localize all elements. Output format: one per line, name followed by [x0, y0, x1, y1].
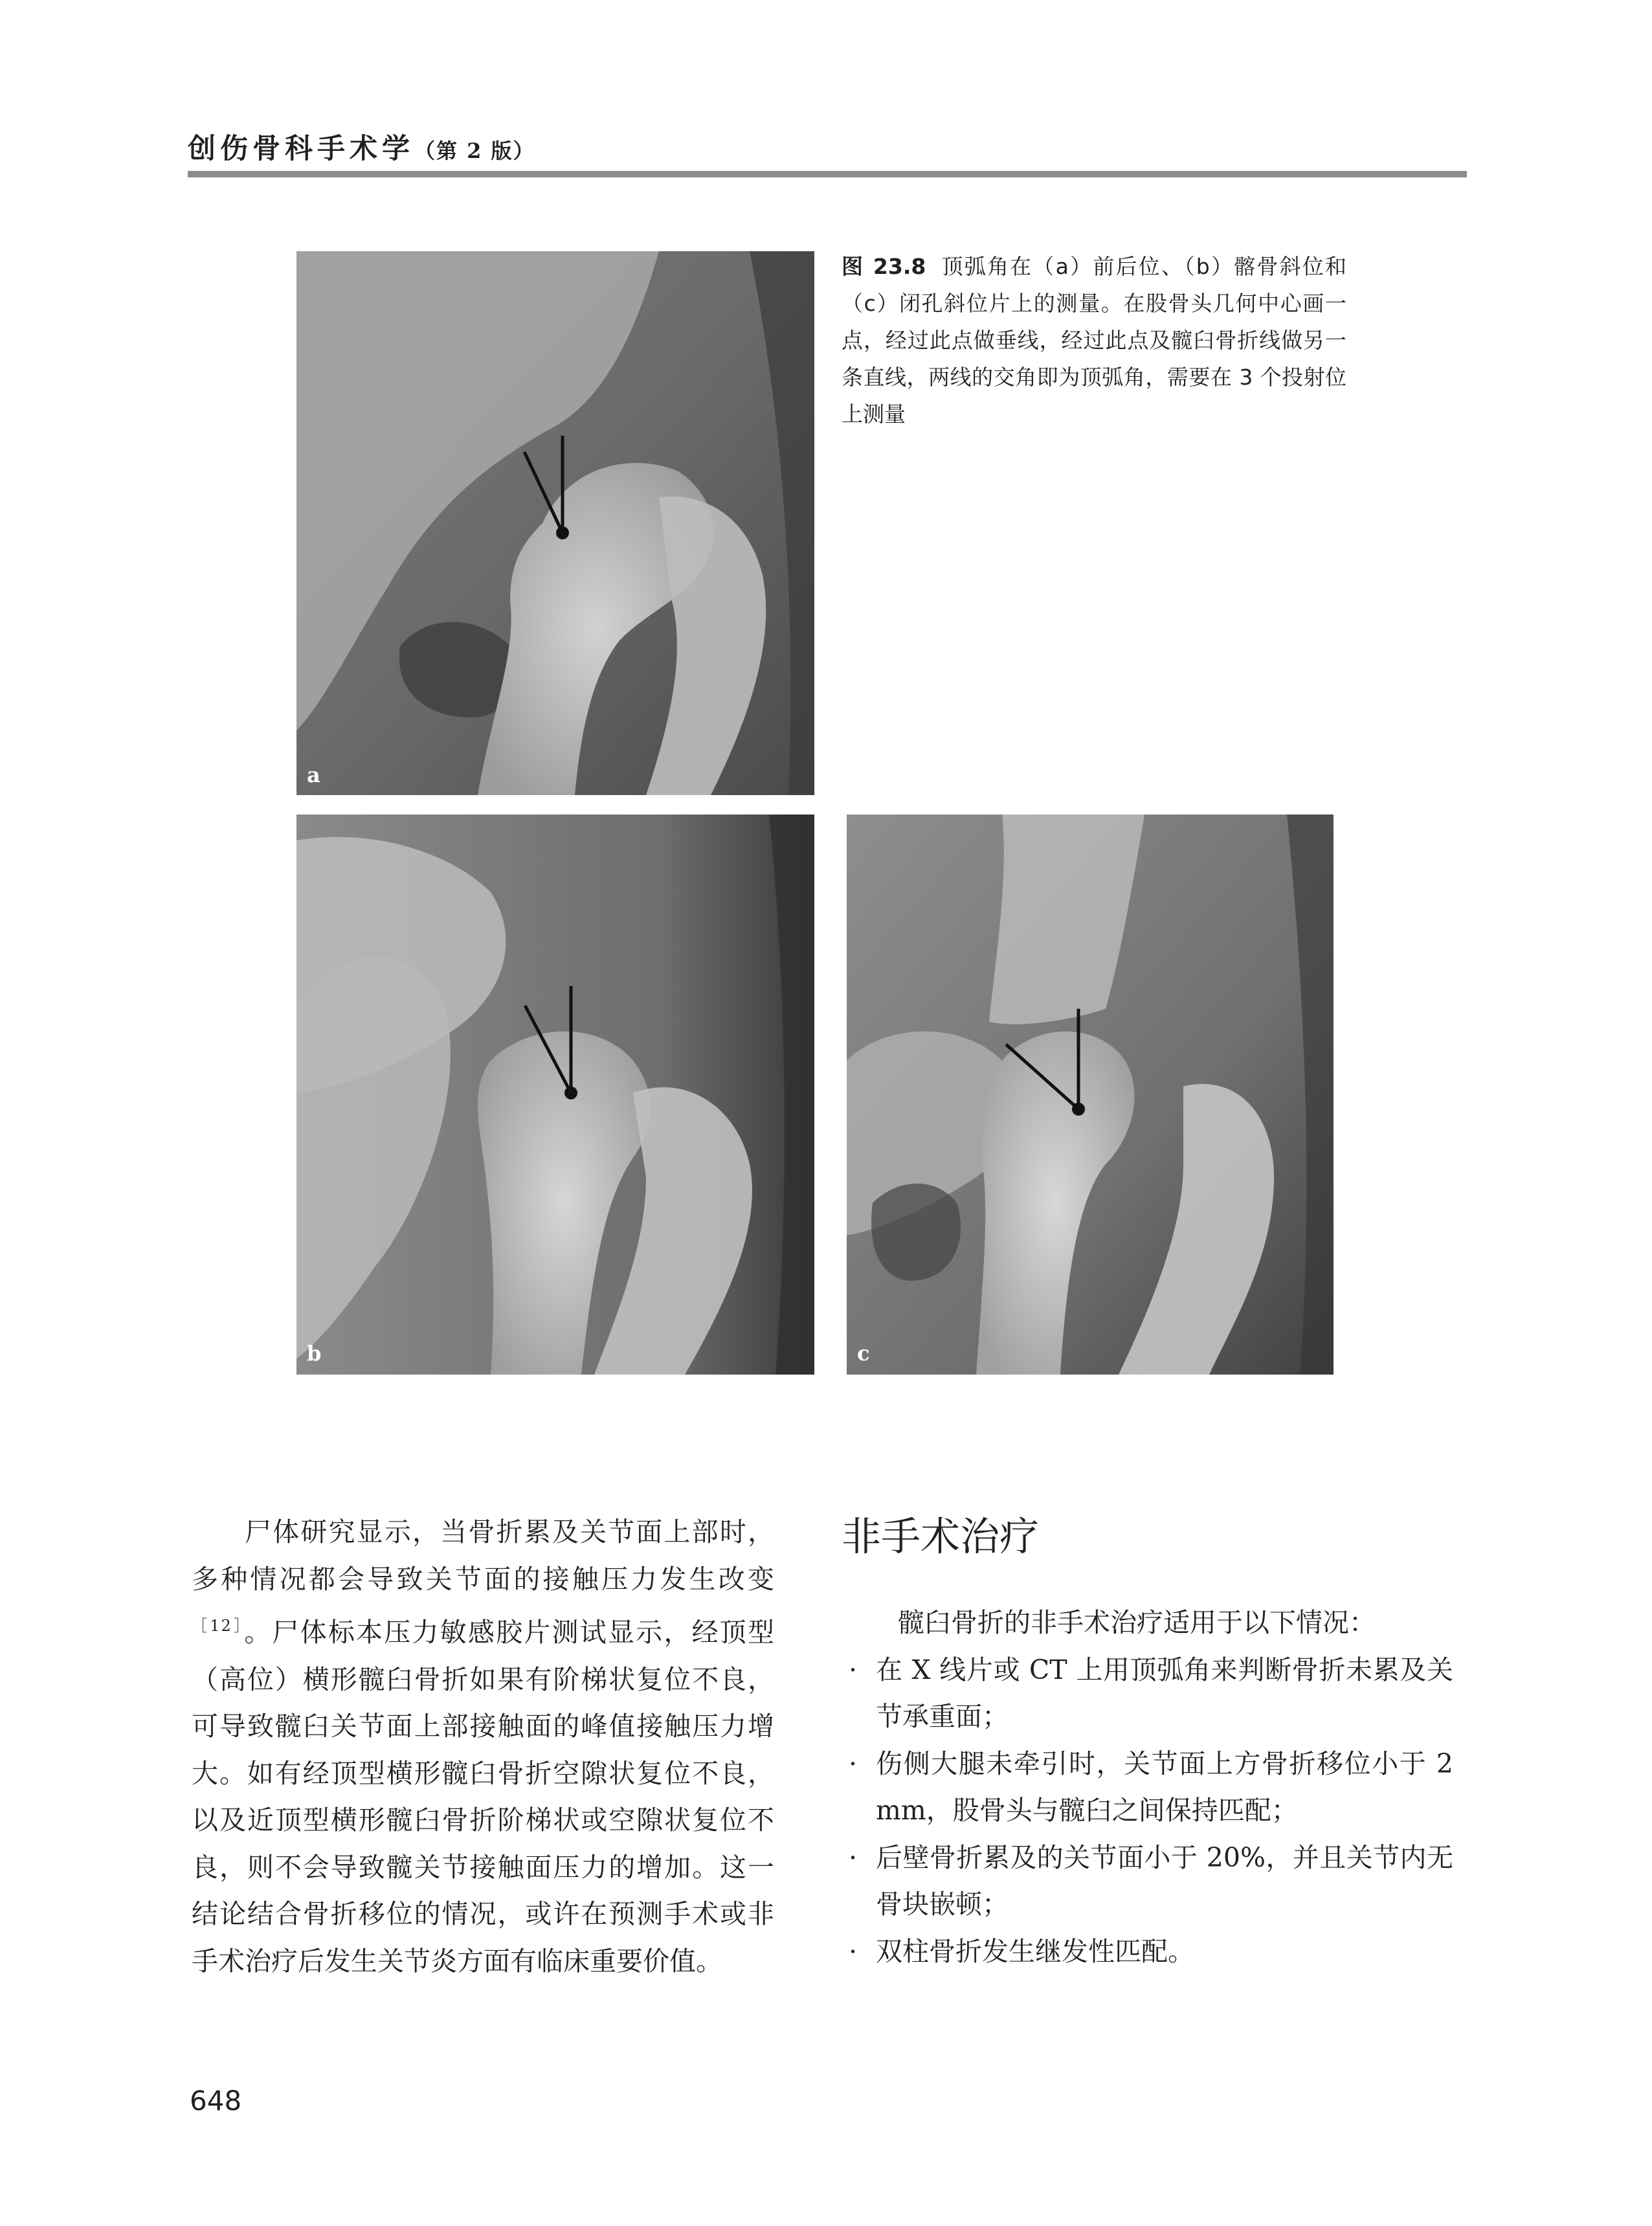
figure-number: 图 23.8	[842, 254, 926, 279]
list-item	[845, 1834, 1453, 1928]
list-item-text: 在 X 线片或 CT 上用顶弧角来判断骨折未累及关节承重面；	[876, 1654, 1453, 1732]
list-item-text: 伤侧大腿未牵引时，关节面上方骨折移位小于 2 mm，股骨头与髋臼之间保持匹配；	[876, 1748, 1453, 1826]
paragraph-text-part2: 。尸体标本压力敏感胶片测试显示，经顶型（高位）横形髋臼骨折如果有阶梯状复位不良，可导致髋臼关节面上部接触面的峰值接触压力增大。如有经顶型横形髋臼骨折空隙状复位不良，以及近顶型横形髋臼骨折阶梯状或空隙状复位不良，则不会导致髋关节接触面压力的增加。这一结论结合骨折移位的情况，或许在预测手术或非手术治疗后发生关节炎方面有临床重要价值。	[192, 1617, 775, 1977]
xray-panel-a	[296, 251, 814, 795]
book-edition: （第 2 版）	[414, 139, 535, 163]
panel-label-b: b	[307, 1341, 322, 1366]
xray-image-b	[296, 815, 814, 1375]
body-paragraph	[192, 1509, 774, 1984]
xray-image-a	[296, 251, 814, 795]
figure-caption-text: 顶弧角在（a）前后位、（b）髂骨斜位和（c）闭孔斜位片上的测量。在股骨头几何中心画一点，经过此点做垂线，经过此点及髋臼骨折线做另一条直线，两线的交角即为顶弧角，需要在 3 个投射位上测量	[842, 254, 1346, 427]
list-item-text: 后壁骨折累及的关节面小于 20%，并且关节内无骨块嵌顿；	[876, 1841, 1453, 1920]
figure-caption	[842, 248, 1346, 433]
list-item	[845, 1928, 1453, 1975]
xray-panel-c	[847, 815, 1334, 1375]
bullet-mark: ·	[849, 1935, 858, 1967]
section-heading: 非手术治疗	[842, 1514, 1040, 1560]
bullet-mark: ·	[849, 1841, 858, 1873]
running-header	[188, 127, 535, 166]
list-item	[845, 1740, 1453, 1834]
citation: ［12］	[192, 1617, 245, 1635]
right-column	[845, 1599, 1453, 1975]
panel-label-c: c	[857, 1341, 870, 1366]
list-item	[845, 1647, 1453, 1740]
xray-image-c	[847, 815, 1334, 1375]
intro-paragraph: 髋臼骨折的非手术治疗适用于以下情况：	[898, 1607, 1376, 1638]
bullet-mark: ·	[849, 1748, 858, 1779]
xray-panel-b	[296, 815, 814, 1375]
bullet-mark: ·	[849, 1654, 858, 1685]
header-rule	[188, 171, 1467, 177]
panel-label-a: a	[307, 763, 320, 787]
book-title: 创伤骨科手术学	[188, 133, 414, 165]
left-column	[192, 1509, 774, 1984]
list-item-text: 双柱骨折发生继发性匹配。	[876, 1935, 1194, 1967]
paragraph-text-part1: 尸体研究显示，当骨折累及关节面上部时，多种情况都会导致关节面的接触压力发生改变	[192, 1516, 774, 1595]
page-number: 648	[190, 2085, 242, 2117]
